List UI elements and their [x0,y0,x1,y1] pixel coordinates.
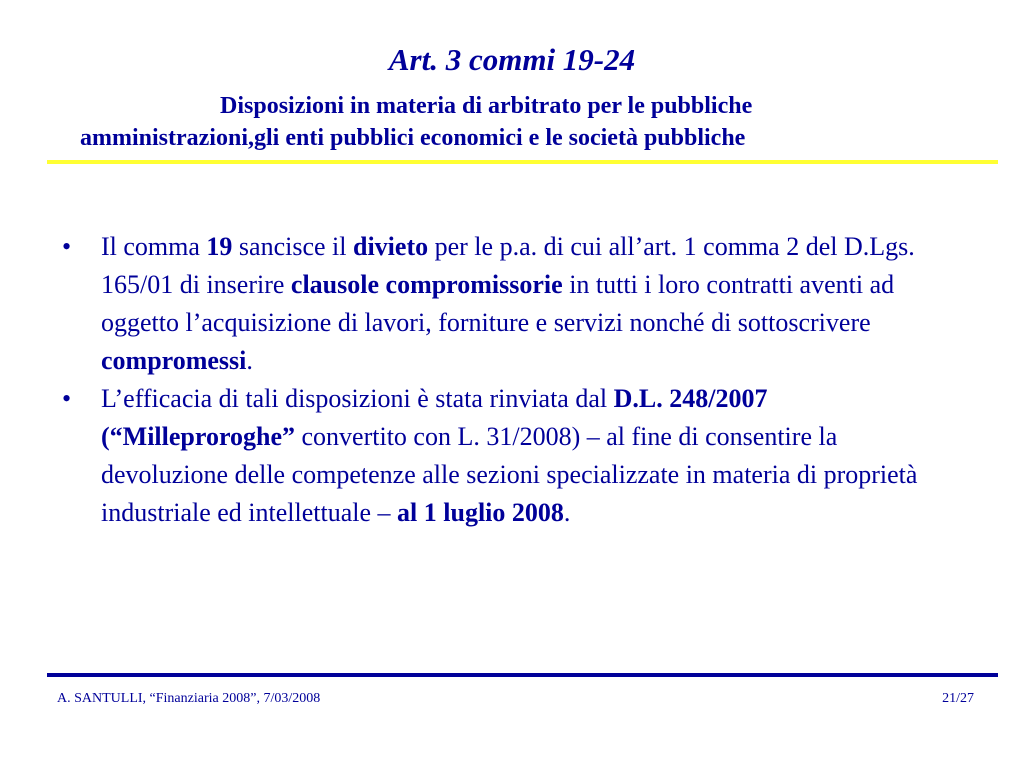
bullet-text-bold: D.L. 248/2007 (“Milleproroghe” [101,384,768,451]
bullet-text: Il comma [101,232,207,261]
bullet-item [60,380,965,532]
slide-title: Art. 3 commi 19-24 [388,42,636,77]
bullet-text-bold: 19 [206,232,233,261]
bullet-list [60,228,965,532]
bullet-text-bold: al 1 luglio 2008 [397,498,564,527]
bullet-text-bold: divieto [353,232,429,261]
bullet-text: sancisce il [232,232,353,261]
slide-subtitle [50,90,990,154]
bullet-item [60,228,965,380]
bullet-text: per le p.a. di cui all’art. 1 comma 2 del D.Lgs. 165/01 di inserire [101,232,915,299]
bullet-text-bold: compromessi [101,346,247,375]
bullet-marker: • [62,232,72,261]
bullet-marker: • [62,384,72,413]
bullet-text: . [246,346,253,375]
subtitle-line-2: amministrazioni,gli enti pubblici economici e le società pubbliche [80,125,746,151]
bullet-text-bold: clausole compromissorie [290,270,563,299]
subtitle-line-1: Disposizioni in materia di arbitrato per le pubbliche [220,93,753,119]
bullet-text: convertito con L. 31/2008) – al fine di consentire la devoluzione delle competenze alle sezioni specializzate in materia di proprietà industriale ed intellettuale – [101,422,918,527]
title-divider [47,160,998,164]
footer-divider [47,673,998,677]
bullet-text: in tutti i loro contratti aventi ad oggetto l’acquisizione di lavori, forniture e servizi nonché di sottoscrivere [101,270,895,337]
bullet-text: . [563,498,571,527]
footer-author-info: A. SANTULLI, “Finanziaria 2008”, 7/03/2008 [57,691,321,706]
bullet-text: L’efficacia di tali disposizioni è stata rinviata dal [101,384,614,413]
page-number: 21/27 [942,691,974,706]
